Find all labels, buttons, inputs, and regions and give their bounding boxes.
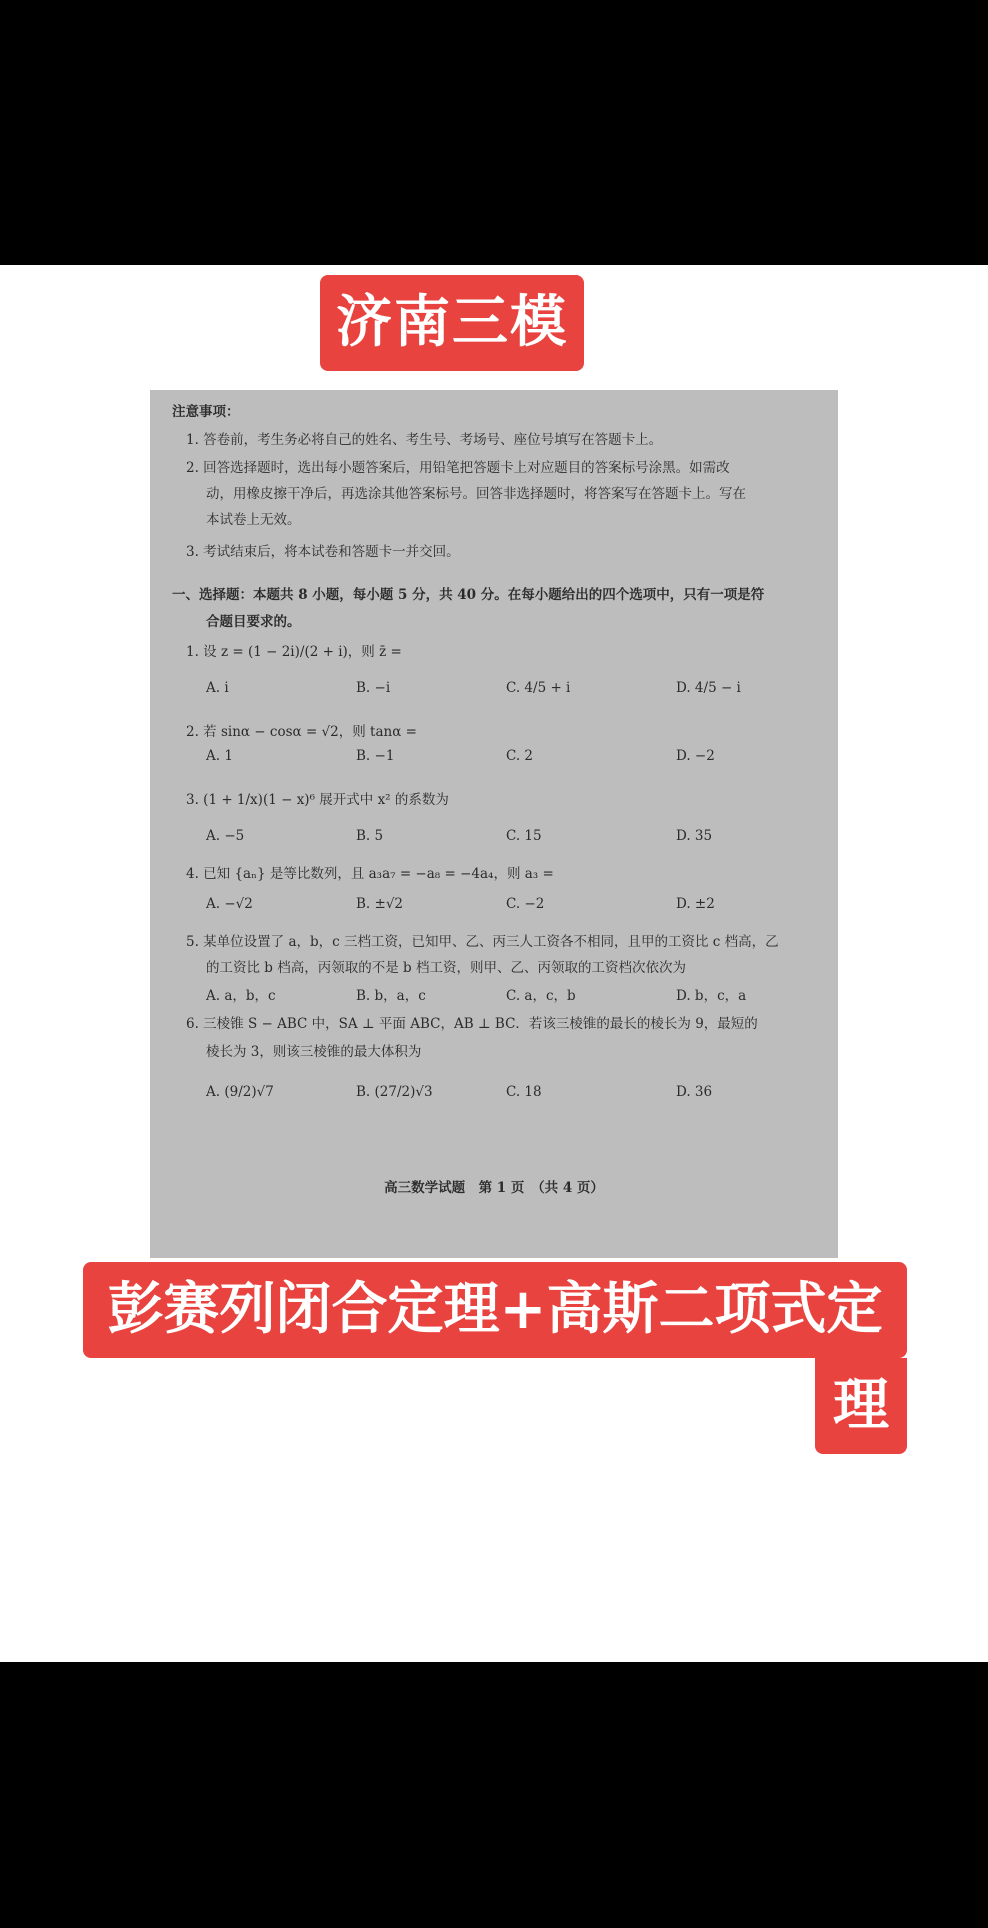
bottom-banner-text-cont: 理 [833,1373,889,1438]
option-a: A. −5 [206,828,245,844]
question-options [206,1084,824,1104]
option-b: B. −i [356,680,391,696]
option-a: A. a，b，c [206,988,276,1004]
question-stem: 4. 已知 {aₙ} 是等比数列，且 a₃a₇ = −a₈ = −4a₄，则 a₃ = [186,866,554,882]
option-b: B. b，a，c [356,988,426,1004]
option-b: B. −1 [356,748,395,764]
question-stem: 2. 若 sinα − cosα = √2，则 tanα = [186,724,417,740]
question-options [206,984,824,1004]
question-options [206,748,824,768]
option-d: D. −2 [676,748,715,764]
option-d: D. 35 [676,828,713,844]
option-a: A. i [206,680,229,696]
question-stem: 1. 设 z = (1 − 2i)/(2 + i)，则 z̄ = [186,644,402,660]
question-stem: 3. (1 + 1/x)(1 − x)⁶ 展开式中 x² 的系数为 [186,792,449,808]
option-a: A. 1 [206,748,233,764]
bottom-banner-line2 [815,1358,907,1454]
notice-line: 2. 回答选择题时，选出每小题答案后，用铅笔把答题卡上对应题目的答案标号涂黑。如需改 [186,460,730,476]
bottom-banner-line1 [83,1262,907,1358]
option-d: D. 36 [676,1084,713,1100]
section-title: 合题目要求的。 [206,614,301,630]
option-d: D. 4/5 − i [676,680,741,696]
title-text: 济南三模 [336,290,568,355]
notice-title: 注意事项： [172,404,240,420]
question-stem-cont: 的工资比 b 档高，丙领取的不是 b 档工资，则甲、乙、丙领取的工资档次依次为 [206,960,686,976]
page-footer: 高三数学试题 第 1 页 （共 4 页） [384,1180,604,1196]
question-options [206,896,824,916]
exam-paper-photo [150,390,838,1258]
option-c: C. 18 [506,1084,542,1100]
question-stem: 6. 三棱锥 S − ABC 中，SA ⊥ 平面 ABC，AB ⊥ BC．若该三棱锥的最长的棱长为 9，最短的 [186,1016,758,1032]
title-banner [320,275,584,371]
question-stem-cont: 棱长为 3，则该三棱锥的最大体积为 [206,1044,422,1060]
option-c: C. 4/5 + i [506,680,571,696]
option-b: B. 5 [356,828,384,844]
option-d: D. ±2 [676,896,715,912]
question-options [206,680,824,700]
question-options [206,828,824,848]
option-c: C. 15 [506,828,542,844]
option-d: D. b，c，a [676,988,747,1004]
notice-line: 1. 答卷前，考生务必将自己的姓名、考生号、考场号、座位号填写在答题卡上。 [186,432,663,448]
option-c: C. a，c，b [506,988,576,1004]
question-stem: 5. 某单位设置了 a，b，c 三档工资，已知甲、乙、丙三人工资各不相同，且甲的工资比 c 档高，乙 [186,934,779,950]
notice-line: 动，用橡皮擦干净后，再选涂其他答案标号。回答非选择题时，将答案写在答题卡上。写在 [206,486,746,502]
section-title: 一、选择题：本题共 8 小题，每小题 5 分，共 40 分。在每小题给出的四个选项中，只有一项是符 [172,587,765,603]
option-c: C. 2 [506,748,534,764]
option-a: A. −√2 [206,896,253,912]
option-a: A. (9/2)√7 [206,1084,274,1100]
option-b: B. ±√2 [356,896,404,912]
option-c: C. −2 [506,896,545,912]
notice-line: 本试卷上无效。 [206,512,301,528]
notice-line: 3. 考试结束后，将本试卷和答题卡一并交回。 [186,544,460,560]
option-b: B. (27/2)√3 [356,1084,433,1100]
bottom-banner-text: 彭赛列闭合定理+高斯二项式定 [107,1277,883,1342]
